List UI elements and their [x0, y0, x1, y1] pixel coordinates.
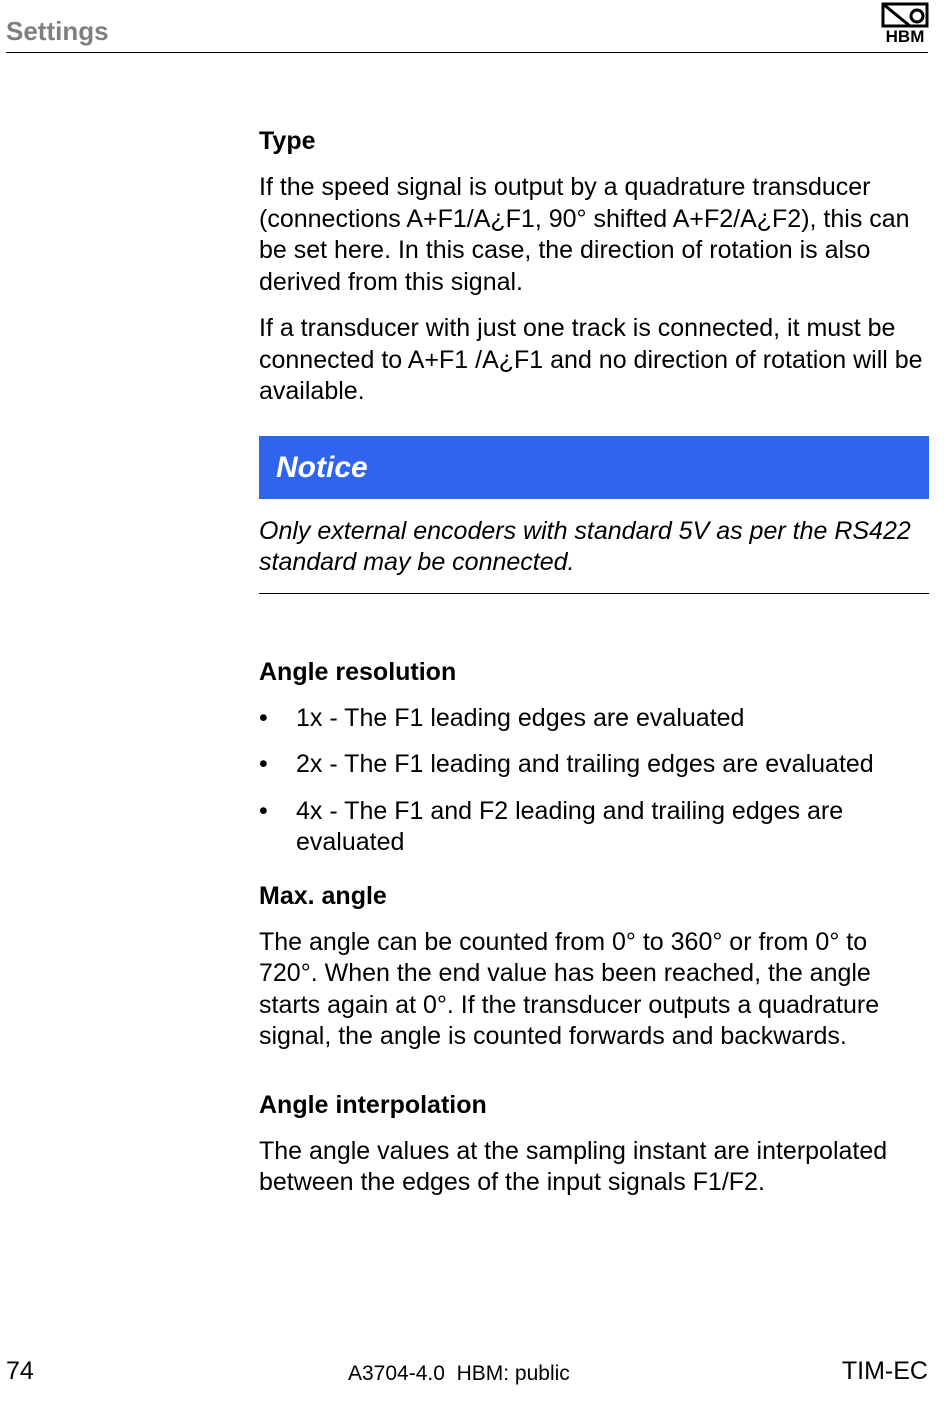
- angle-interpolation-paragraph: The angle values at the sampling instant are interpolated between the edges of the input signals F1/F2.: [259, 1136, 888, 1196]
- max-angle-paragraph: The angle can be counted from 0° to 360° or from 0° to 720°. When the end value has been reached, the angle starts again at 0°. If the transducer outputs a quadrature signal, the angle is counted forwards and backwards.: [259, 927, 880, 1050]
- max-angle-heading: Max. angle: [259, 881, 387, 910]
- notice-box: [259, 436, 929, 594]
- section-title: Settings: [6, 16, 109, 46]
- type-paragraph-1: If the speed signal is output by a quadrature transducer (connections A+F1/A¿F1, 90° shifted A+F2/A¿F2), this can be set here. In this case, the direction of rotation is also derived from this signal.: [259, 173, 910, 296]
- product-name: TIM-EC: [841, 1357, 928, 1385]
- bullet-icon: •: [259, 703, 268, 732]
- max-angle-section: [259, 881, 929, 1053]
- angle-resolution-section: [259, 657, 929, 859]
- list-item-text: 1x - The F1 leading edges are evaluated: [296, 703, 745, 732]
- list-item-text: 4x - The F1 and F2 leading and trailing edges are evaluated: [296, 796, 844, 856]
- bullet-icon: •: [259, 796, 268, 825]
- list-item: [259, 749, 929, 781]
- angle-interpolation-heading: Angle interpolation: [259, 1090, 487, 1119]
- list-item: [259, 796, 929, 859]
- document-id: A3704-4.0 HBM: public: [348, 1362, 570, 1385]
- angle-resolution-heading: Angle resolution: [259, 657, 457, 686]
- page-number: 74: [6, 1357, 34, 1385]
- angle-interpolation-section: [259, 1090, 929, 1199]
- notice-label: Notice: [259, 436, 929, 499]
- header-divider: [6, 52, 928, 53]
- logo-text: HBM: [885, 27, 925, 46]
- type-paragraph-2: If a transducer with just one track is connected, it must be connected to A+F1 /A¿F1 and no direction of rotation will be available.: [259, 314, 923, 405]
- notice-divider: [259, 593, 929, 594]
- list-item: [259, 703, 929, 735]
- list-item-text: 2x - The F1 leading and trailing edges are evaluated: [296, 750, 874, 778]
- notice-text: Only external encoders with standard 5V as per the RS422 standard may be connected.: [259, 516, 911, 576]
- bullet-icon: •: [259, 750, 268, 778]
- type-section: [259, 126, 929, 408]
- page-content: [259, 126, 929, 1199]
- angle-resolution-list: [259, 703, 929, 859]
- type-heading: Type: [259, 127, 316, 155]
- hbm-logo-icon: [880, 2, 930, 30]
- hbm-logo: [880, 2, 930, 46]
